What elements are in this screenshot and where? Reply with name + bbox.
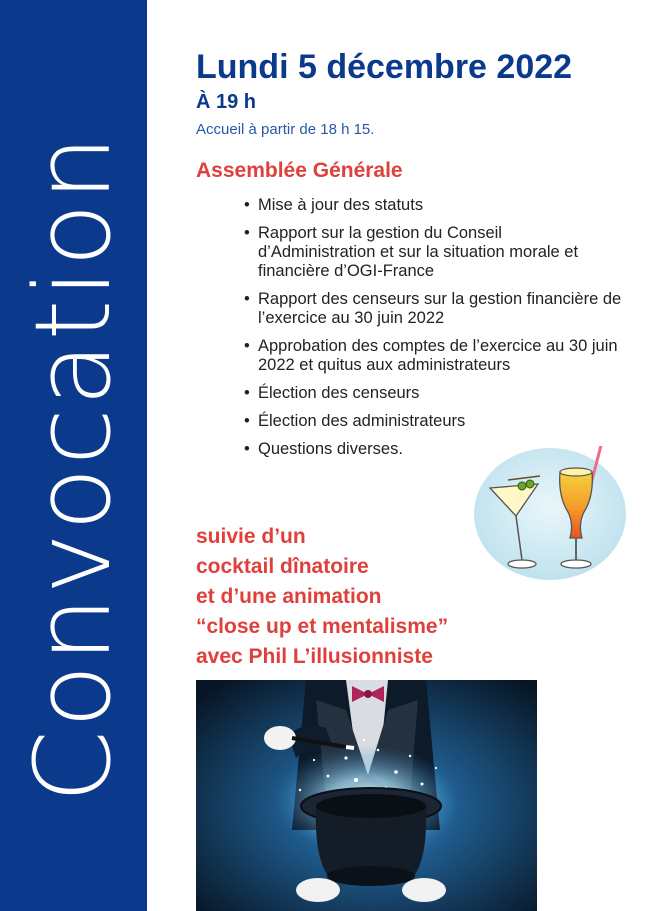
followup-line: et d’une animation xyxy=(196,585,382,608)
agenda-item: • Questions diverses. xyxy=(244,440,403,458)
convocation-title: Convocation xyxy=(12,133,134,803)
bullet-icon: • xyxy=(244,412,250,430)
event-date: Lundi 5 décembre 2022 xyxy=(196,48,573,86)
agenda-item: • Rapport sur la gestion du Conseil d’Administration et sur la situation morale et financière d’OGI-France xyxy=(244,224,579,280)
welcome-time: Accueil à partir de 18 h 15. xyxy=(196,121,375,138)
agenda-item: • Mise à jour des statuts xyxy=(244,196,424,214)
followup-line: cocktail dînatoire xyxy=(196,555,369,578)
followup-line: avec Phil L’illusionniste xyxy=(196,645,433,668)
convocation-sidebar xyxy=(0,0,147,911)
followup-announcement xyxy=(196,522,616,672)
event-time: À 19 h xyxy=(196,91,257,113)
magician-illustration xyxy=(196,680,537,911)
agenda-list xyxy=(242,196,622,468)
agenda-item: • Rapport des censeurs sur la gestion financière de l’exercice au 30 juin 2022 xyxy=(244,290,622,327)
bullet-icon: • xyxy=(244,196,250,214)
agenda-item: • Élection des administrateurs xyxy=(244,412,466,430)
bullet-icon: • xyxy=(244,384,250,402)
bullet-icon: • xyxy=(244,290,250,308)
followup-line: suivie d’un xyxy=(196,525,306,548)
bullet-icon: • xyxy=(244,224,250,242)
agenda-item: • Approbation des comptes de l’exercice au 30 juin 2022 et quitus aux administrateurs xyxy=(244,337,618,374)
assembly-title: Assemblée Générale xyxy=(196,159,403,182)
bullet-icon: • xyxy=(244,337,250,355)
followup-line: “close up et mentalisme” xyxy=(196,615,449,638)
agenda-item: • Élection des censeurs xyxy=(244,384,420,402)
magician-top-hat-photo xyxy=(196,680,537,911)
bullet-icon: • xyxy=(244,440,250,458)
